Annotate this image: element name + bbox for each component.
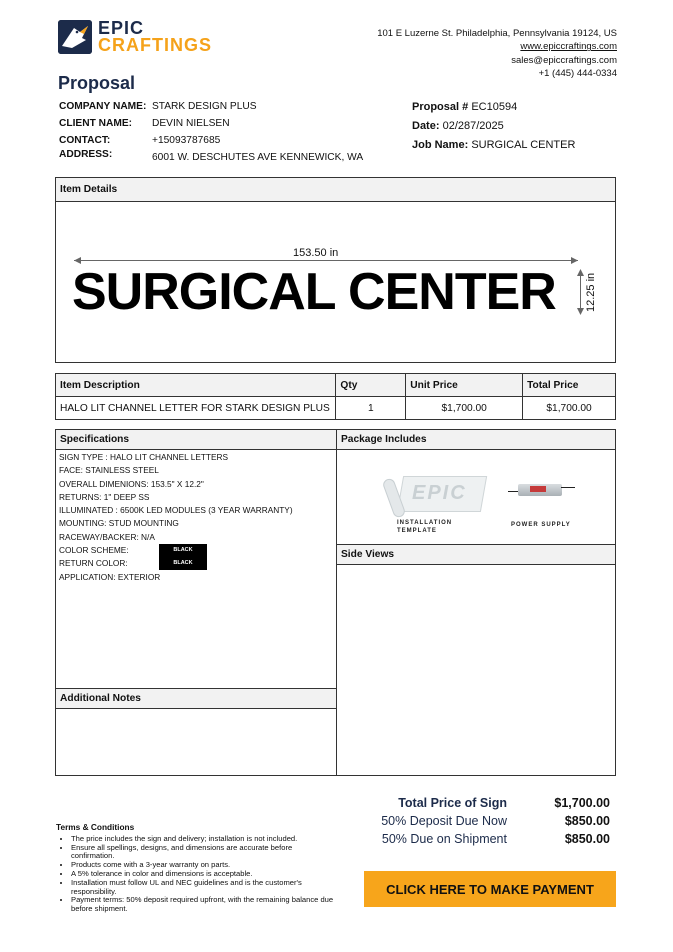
terms-item: • Payment terms: 50% deposit required upfront, with the remaining balance due before shipment. (71, 896, 336, 914)
installation-template-label-1: INSTALLATION (397, 520, 453, 526)
item-description-cell: HALO LIT CHANNEL LETTER FOR STARK DESIGN PLUS (56, 397, 336, 420)
logo-text-epic: EPIC (98, 18, 145, 38)
specifications-section (55, 429, 337, 689)
col-item-description: Item Description (56, 374, 336, 397)
spec-item: MOUNTING: STUD MOUNTING (59, 518, 179, 529)
proposal-meta (412, 98, 575, 155)
company-logo (58, 20, 218, 60)
total-price-cell: $1,700.00 (523, 397, 616, 420)
terms-item: • Ensure all spellings, designs, and dimensions are accurate before confirmation. (71, 844, 336, 862)
return-color-swatch: BLACK (159, 557, 207, 570)
terms-and-conditions (56, 823, 336, 914)
color-scheme-swatch: BLACK (159, 544, 207, 557)
table-row (56, 397, 616, 420)
terms-item: • Products come with a 3-year warranty on parts. (71, 861, 336, 870)
eagle-icon (58, 20, 92, 54)
make-payment-button[interactable]: CLICK HERE TO MAKE PAYMENT (364, 871, 616, 907)
client-name-label: CLIENT NAME: (59, 118, 133, 129)
company-phone: +1 (445) 444-0334 (538, 67, 617, 79)
proposal-date-value: 02/287/2025 (442, 120, 504, 132)
spec-item-return-color: RETURN COLOR: BLACK (59, 557, 293, 570)
page-title: Proposal (58, 73, 136, 93)
shipment-due-value: $850.00 (564, 832, 610, 846)
contact-label: CONTACT: (59, 135, 111, 146)
company-name-label: COMPANY NAME: (59, 101, 147, 112)
company-website-link[interactable]: www.epiccraftings.com (520, 41, 617, 53)
width-dimension-label: 153.50 in (290, 247, 341, 259)
job-name-label: Job Name: (412, 139, 469, 151)
spec-item: RACEWAY/BACKER: N/A (59, 531, 155, 542)
spec-item: ILLUMINATED : 6500K LED MODULES (3 YEAR WARRANTY) (59, 505, 293, 516)
terms-item: • A 5% tolerance in color and dimensions is acceptable. (71, 870, 336, 879)
shipment-due-label: 50% Due on Shipment (381, 832, 507, 846)
spec-item: OVERALL DIMENIONS: 153.5" X 12.2" (59, 478, 204, 489)
client-name-value: DEVIN NIELSEN (152, 118, 230, 129)
proposal-number-label: Proposal # (412, 101, 469, 113)
specifications-header: Specifications (56, 430, 336, 450)
spec-item-color-scheme: COLOR SCHEME: BLACK (59, 544, 293, 557)
company-name-value: STARK DESIGN PLUS (152, 101, 257, 112)
additional-notes-header: Additional Notes (56, 689, 336, 709)
address-value: 6001 W. DESCHUTES AVE KENNEWICK, WA (152, 152, 364, 163)
total-price-value: $1,700.00 (554, 796, 610, 810)
side-views-header: Side Views (337, 545, 615, 565)
additional-notes-section (55, 688, 337, 776)
spec-item: RETURNS: 1" DEEP SS (59, 491, 150, 502)
spec-item: SIGN TYPE : HALO LIT CHANNEL LETTERS (59, 452, 229, 462)
address-label: ADDRESS: (59, 149, 113, 160)
deposit-label: 50% Deposit Due Now (381, 814, 507, 828)
item-description-table (55, 373, 616, 420)
proposal-date-label: Date: (412, 120, 440, 132)
col-unit-price: Unit Price (406, 374, 523, 397)
package-includes-header: Package Includes (337, 430, 615, 450)
col-qty: Qty (336, 374, 406, 397)
installation-template-label-2: TEMPLATE (397, 528, 437, 534)
power-supply-label: POWER SUPPLY (511, 522, 571, 528)
spec-item: FACE: STAINLESS STEEL (59, 465, 159, 476)
company-address: 101 E Luzerne St. Philadelphia, Pennsylvania 19124, US (377, 28, 617, 39)
side-views-section (336, 544, 616, 776)
spec-item: APPLICATION: EXTERIOR (59, 571, 161, 582)
item-details-header: Item Details (56, 178, 615, 202)
sign-preview-text: SURGICAL CENTER (72, 263, 556, 321)
deposit-value: $850.00 (564, 814, 610, 828)
terms-item: • The price includes the sign and delivery; installation is not included. (71, 835, 336, 844)
price-summary (360, 796, 612, 850)
col-total-price: Total Price (523, 374, 616, 397)
terms-item: • Installation must follow UL and NEC guidelines and is the customer's responsibility. (71, 879, 336, 897)
job-name-value: SURGICAL CENTER (471, 139, 576, 151)
terms-title: Terms & Conditions (56, 822, 135, 832)
proposal-number-value: EC10594 (471, 101, 518, 113)
logo-text-craftings: CRAFTINGS (98, 35, 212, 55)
contact-value: +15093787685 (152, 135, 221, 146)
company-email[interactable]: sales@epiccraftings.com (511, 54, 617, 66)
total-price-label: Total Price of Sign (398, 796, 507, 810)
template-logo-word: EPIC (412, 482, 467, 504)
unit-price-cell: $1,700.00 (406, 397, 523, 420)
company-contact-info (377, 27, 617, 80)
height-dimension-label: 12.25 in (585, 272, 597, 312)
qty-cell: 1 (336, 397, 406, 420)
